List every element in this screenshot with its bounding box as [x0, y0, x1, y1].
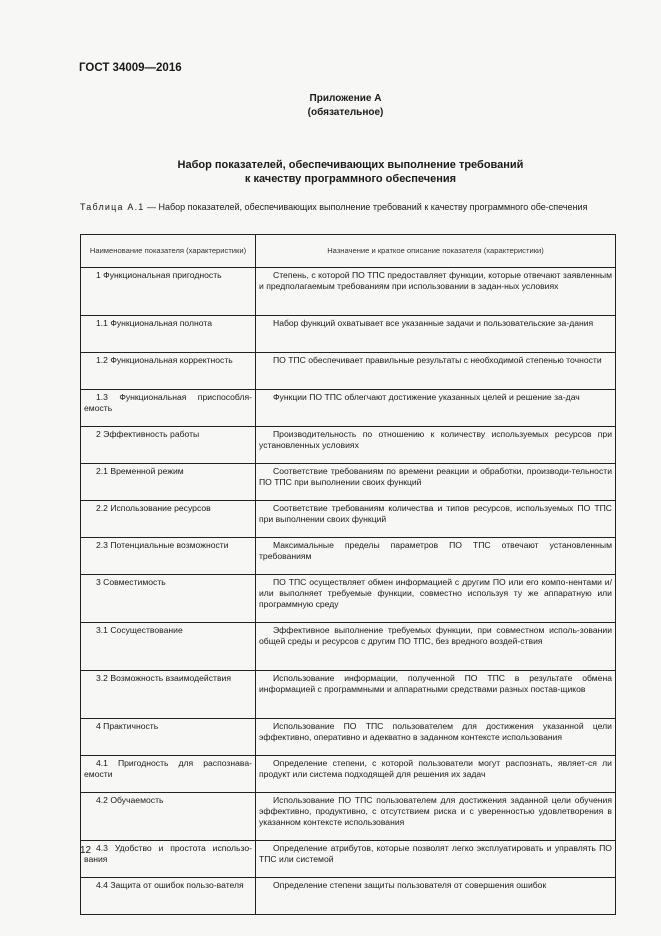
indicator-description: Определение атрибутов, которые позволят легко эксплуатировать и управлять ПО ТПС или системой	[256, 841, 616, 878]
table-caption-label: Таблица А.1	[80, 202, 145, 212]
indicator-name: 4 Практичность	[81, 719, 256, 756]
table-row	[81, 353, 616, 390]
standard-designation: ГОСТ 34009—2016	[79, 62, 182, 74]
table-row	[81, 501, 616, 538]
indicator-description: Функции ПО ТПС облегчают достижение указанных целей и решение за-дач	[256, 390, 616, 427]
table-caption	[80, 201, 620, 214]
indicator-description: Производительность по отношению к количеству используемых ресурсов при установленных условиях	[256, 427, 616, 464]
indicator-name: 4.4 Защита от ошибок пользо-вателя	[81, 878, 256, 915]
table-row	[81, 538, 616, 575]
page-number: 12	[80, 845, 92, 856]
indicator-name: 3 Совместимость	[81, 575, 256, 623]
indicator-description: Использование ПО ТПС пользователем для достижения заданной цели обучения эффективно, продуктивно, с отсутствием риска и с уверенностью удовлетворения в указанном контексте использования	[256, 793, 616, 841]
indicator-description: Максимальные пределы параметров ПО ТПС отвечают установленным требованиям	[256, 538, 616, 575]
table-row	[81, 719, 616, 756]
column-header-description: Назначение и краткое описание показателя (характеристики)	[256, 235, 616, 268]
indicator-name: 4.1 Пригодность для распознава-емости	[81, 756, 256, 793]
table-row	[81, 464, 616, 501]
table-caption-text: — Набор показателей, обеспечивающих выполнение требований к качеству программного обе-спечения	[144, 202, 588, 212]
appendix-title: Приложение А	[309, 93, 382, 104]
table-row	[81, 623, 616, 671]
indicator-description: ПО ТПС осуществляет обмен информацией с другим ПО или его компо-нентами и/или выполняет требуемые функции, совместно используя ту же аппаратную или программную среду	[256, 575, 616, 623]
indicator-name: 2 Эффективность работы	[81, 427, 256, 464]
table-row	[81, 575, 616, 623]
indicator-description: Эффективное выполнение требуемых функции, при совместном исполь-зовании общей среды и ресурсов с другим ПО ТПС, без вредного воздей-ствия	[256, 623, 616, 671]
indicator-description: Использование информации, полученной ПО ТПС в результате обмена информацией с программными и аппаратными средствами разных постав-щиков	[256, 671, 616, 719]
table-row	[81, 316, 616, 353]
table-row	[81, 878, 616, 915]
indicator-name: 2.1 Временной режим	[81, 464, 256, 501]
indicators-table	[80, 234, 616, 915]
indicator-name: 3.1 Сосуществование	[81, 623, 256, 671]
table-row	[81, 268, 616, 316]
table-row	[81, 841, 616, 878]
indicator-description: Степень, с которой ПО ТПС предоставляет функции, которые отвечают заявленным и предполагаемым требованиям при использовании в задан-ных условиях	[256, 268, 616, 316]
table-row	[81, 756, 616, 793]
appendix-status: (обязательное)	[307, 107, 384, 118]
section-title-line2: к качеству программного обеспечения	[244, 173, 457, 185]
indicator-name: 2.2 Использование ресурсов	[81, 501, 256, 538]
section-title-line1: Набор показателей, обеспечивающих выполнение требований	[177, 159, 524, 171]
table-row	[81, 793, 616, 841]
section-title	[0, 158, 661, 186]
indicator-name: 3.2 Возможность взаимодействия	[81, 671, 256, 719]
indicator-name: 1.1 Функциональная полнота	[81, 316, 256, 353]
indicator-description: Определение степени, с которой пользователи могут распознать, являет-ся ли продукт или система подходящей для решения их задач	[256, 756, 616, 793]
indicator-name: 1.3 Функциональная приспособля-емость	[81, 390, 256, 427]
table-row	[81, 390, 616, 427]
table-header-row	[81, 235, 616, 268]
indicator-name: 2.3 Потенциальные возможности	[81, 538, 256, 575]
indicator-name: 4.3 Удобство и простота использо-вания	[81, 841, 256, 878]
indicator-name: 1.2 Функциональная корректность	[81, 353, 256, 390]
indicator-description: Набор функций охватывает все указанные задачи и пользовательские за-дания	[256, 316, 616, 353]
indicator-name: 1 Функциональная пригодность	[81, 268, 256, 316]
indicator-description: Соответствие требованиям количества и типов ресурсов, используемых ПО ТПС при выполнении своих функций	[256, 501, 616, 538]
table-row	[81, 427, 616, 464]
column-header-name: Наименование показателя (характеристики)	[81, 235, 256, 268]
indicator-description: Определение степени защиты пользователя от совершения ошибок	[256, 878, 616, 915]
indicator-description: Использование ПО ТПС пользователем для достижения указанной цели эффективно, оперативно и адекватно в заданном контексте использования	[256, 719, 616, 756]
indicator-description: ПО ТПС обеспечивает правильные результаты с необходимой степенью точности	[256, 353, 616, 390]
appendix-heading	[0, 92, 661, 120]
table-row	[81, 671, 616, 719]
indicator-name: 4.2 Обучаемость	[81, 793, 256, 841]
indicator-description: Соответствие требованиям по времени реакции и обработки, производи-тельности ПО ТПС при выполнении своих функций	[256, 464, 616, 501]
